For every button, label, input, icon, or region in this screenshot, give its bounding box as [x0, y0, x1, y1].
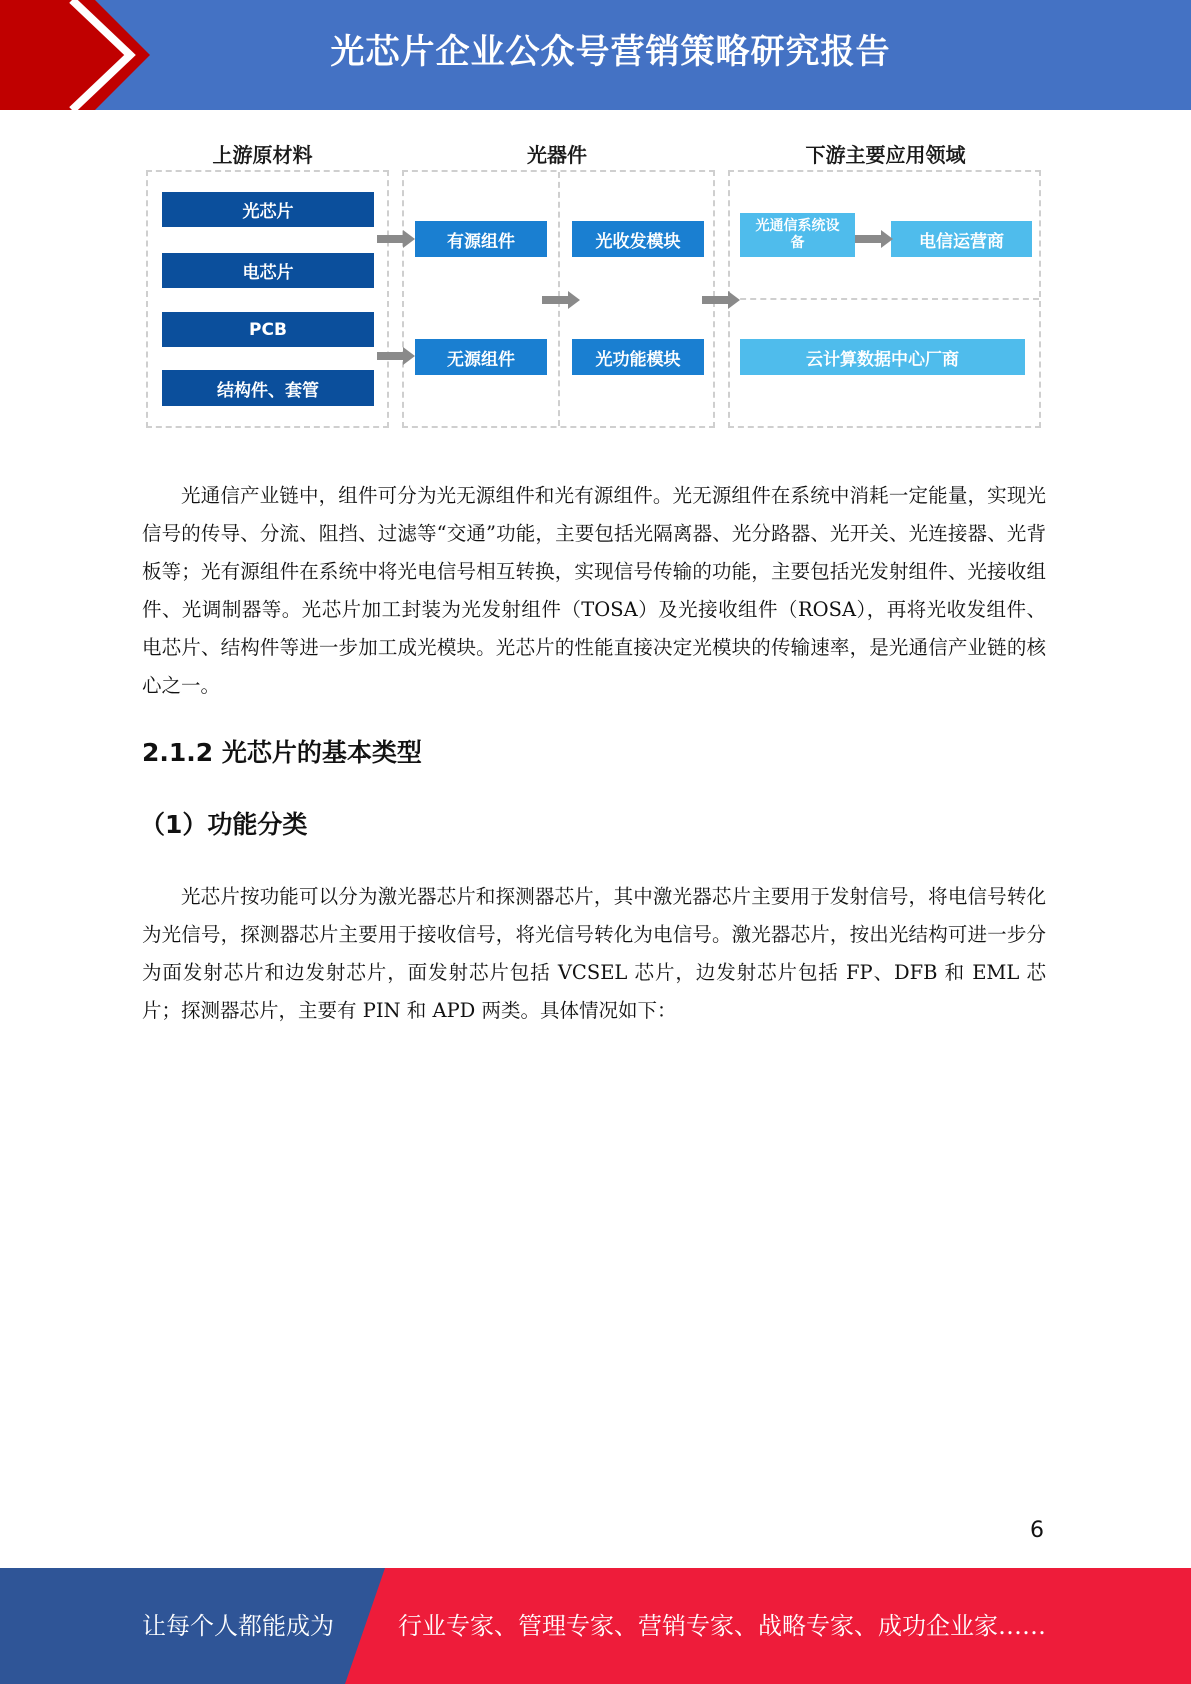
body-paragraph-1 — [142, 477, 1046, 705]
subsection-heading: （1）功能分类 — [140, 810, 308, 839]
upstream-item-structural-parts: 结构件、套管 — [162, 370, 374, 406]
arrow-right-icon — [702, 291, 740, 309]
downstream-cloud-datacenter: 云计算数据中心厂商 — [740, 339, 1025, 375]
footer-slogan-left: 让每个人都能成为 — [142, 1612, 334, 1640]
arrow-right-icon — [377, 347, 415, 365]
page-header — [0, 0, 1191, 110]
paragraph-text: 光芯片按功能可以分为激光器芯片和探测器芯片，其中激光器芯片主要用于发射信号，将电信号转化为光信号，探测器芯片主要用于接收信号，将光信号转化为电信号。激光器芯片，按出光结构可进一步分为面发射芯片和边发射芯片，面发射芯片包括 VCSEL 芯片，边发射芯片包括 FP、DFB 和 EML 芯片；探测器芯片，主要有 PIN 和 APD 两类。具体情况如下： — [142, 885, 1046, 1022]
arrow-right-icon — [855, 230, 893, 248]
arrow-right-icon — [542, 291, 580, 309]
page-number: 6 — [1030, 1518, 1044, 1543]
arrow-right-icon — [377, 230, 415, 248]
downstream-title: 下游主要应用领域 — [805, 143, 966, 167]
downstream-telecom-operator: 电信运营商 — [891, 221, 1032, 257]
component-active: 有源组件 — [415, 221, 547, 257]
downstream-divider — [730, 298, 1039, 300]
component-transceiver-module: 光收发模块 — [572, 221, 704, 257]
body-paragraph-2 — [142, 878, 1046, 1030]
footer-slogan-right: 行业专家、管理专家、营销专家、战略专家、成功企业家…… — [398, 1612, 1046, 1640]
upstream-item-pcb: PCB — [162, 312, 374, 347]
report-title: 光芯片企业公众号营销策略研究报告 — [330, 32, 891, 72]
paragraph-text: 光通信产业链中，组件可分为光无源组件和光有源组件。光无源组件在系统中消耗一定能量，实现光信号的传导、分流、阻挡、过滤等“交通”功能，主要包括光隔离器、光分路器、光开关、光连接器、光背板等；光有源组件在系统中将光电信号相互转换，实现信号传输的功能，主要包括光发射组件、光接收组件、光调制器等。光芯片加工封装为光发射组件（TOSA）及光接收组件（ROSA），再将光收发组件、电芯片、结构件等进一步加工成光模块。光芯片的性能直接决定光模块的传输速率，是光通信产业链的核心之一。 — [142, 484, 1046, 697]
components-title: 光器件 — [527, 143, 587, 167]
industry-chain-diagram — [140, 135, 1045, 435]
section-heading: 2.1.2 光芯片的基本类型 — [142, 738, 422, 767]
page-footer — [0, 1568, 1191, 1684]
upstream-item-electrical-chip: 电芯片 — [162, 253, 374, 288]
component-passive: 无源组件 — [415, 339, 547, 375]
upstream-title: 上游原材料 — [212, 143, 313, 167]
upstream-item-optical-chip: 光芯片 — [162, 192, 374, 227]
component-function-module: 光功能模块 — [572, 339, 704, 375]
downstream-telecom-equipment: 光通信系统设备 — [740, 213, 855, 257]
